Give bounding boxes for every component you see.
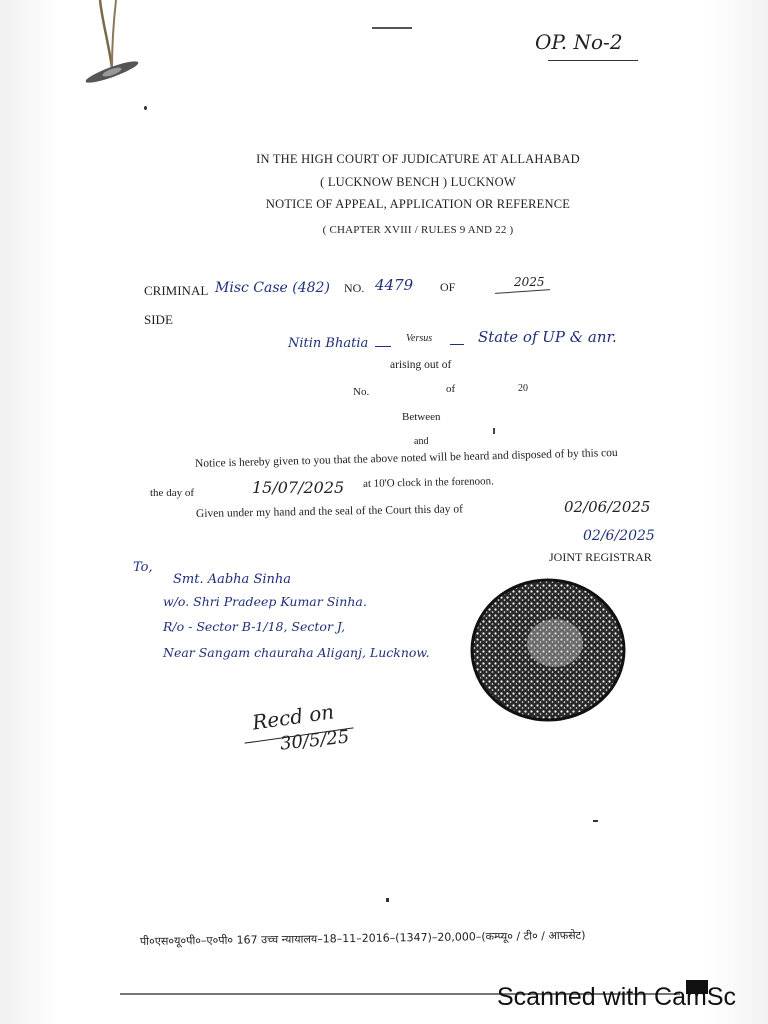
to-label: To, — [133, 560, 153, 575]
notice-sentence: Notice is hereby given to you that the above noted will be heard and disposed of by this cou — [194, 446, 618, 470]
addressee-locality: Near Sangam chauraha Aliganj, Lucknow. — [163, 645, 430, 660]
stray-dot-lower — [386, 898, 389, 902]
time-label: at 10'O clock in the forenoon. — [362, 475, 494, 490]
given-under-label: Given under my hand and the seal of the Court this day of — [195, 503, 464, 520]
op-number-note: OP. No-2 — [535, 30, 623, 54]
versus-label: Versus — [406, 333, 433, 344]
received-date: 30/5/25 — [279, 726, 351, 755]
petitioner-name: Nitin Bhatia — [288, 336, 369, 351]
arising-year-label: 20 — [518, 383, 528, 394]
side-label: SIDE — [144, 312, 173, 327]
scanner-watermark: Scanned with CamSc — [497, 983, 737, 1011]
notice-title: NOTICE OF APPEAL, APPLICATION OR REFERENCE — [265, 197, 571, 211]
arising-no-label: No. — [353, 386, 370, 398]
day-of-label: the day of — [150, 487, 194, 499]
case-year: 2025 — [514, 275, 545, 289]
stray-tick — [493, 428, 495, 434]
court-title: IN THE HIGH COURT OF JUDICATURE AT ALLAHABAD — [256, 152, 580, 166]
arising-label: arising out of — [390, 359, 452, 371]
addressee-name: Smt. Aabha Sinha — [173, 572, 291, 587]
addressee-relation: w/o. Shri Pradeep Kumar Sinha. — [163, 594, 367, 609]
received-label: Recd on — [250, 699, 336, 735]
respondent-name: State of UP & anr. — [478, 328, 617, 346]
no-label: NO. — [344, 281, 365, 295]
op-number-underline — [548, 60, 638, 61]
arising-of-label: of — [446, 383, 456, 395]
of-label: OF — [440, 280, 456, 294]
dash-right — [450, 344, 464, 345]
issue-date: 02/06/2025 — [564, 498, 651, 516]
case-type: Misc Case (482) — [215, 280, 330, 296]
stray-mark — [593, 820, 598, 822]
addressee-residence: R/o - Sector B-1/18, Sector J, — [163, 619, 346, 634]
criminal-label: CRIMINAL — [144, 283, 209, 298]
stray-dash — [372, 27, 412, 29]
bench-title: ( LUCKNOW BENCH ) LUCKNOW — [320, 175, 516, 189]
hearing-date: 15/07/2025 — [252, 478, 345, 497]
joint-registrar-label: JOINT REGISTRAR — [549, 550, 652, 564]
dash-left — [375, 346, 391, 347]
year-underline — [495, 289, 550, 294]
between-label: Between — [402, 411, 441, 423]
chapter-rules: ( CHAPTER XVIII / RULES 9 AND 22 ) — [322, 224, 514, 236]
footer-print-code: पी०एस०यू०पी०–ए०पी० 167 उच्च न्यायालय–18–11–2016–(1347)–20,000–(कम्प्यू० / टी० / आफसेट) — [139, 928, 586, 948]
case-number: 4479 — [375, 276, 414, 294]
and-label: and — [414, 436, 429, 447]
registrar-signature: 02/6/2025 — [583, 528, 655, 544]
binding-tag — [78, 0, 158, 100]
stray-dot — [144, 106, 147, 110]
court-seal — [470, 578, 630, 728]
